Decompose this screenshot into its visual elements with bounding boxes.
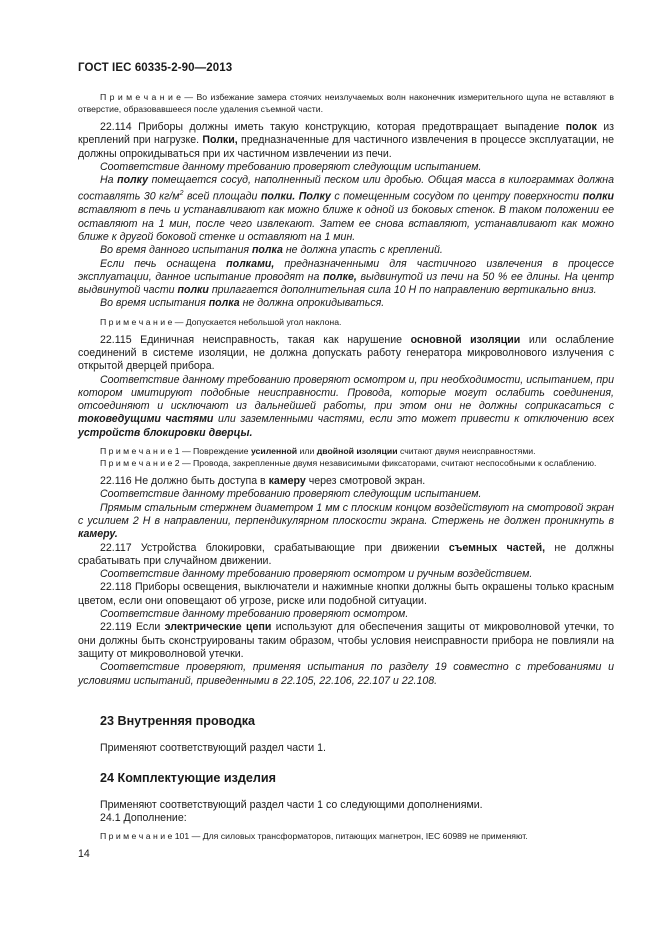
note-101-transformers: П р и м е ч а н и е 101 — Для силовых трансформаторов, питающих магнетрон, IEC 60989 не применяют. xyxy=(100,830,528,841)
section-23-text: Применяют соответствующий раздел части 1. xyxy=(100,741,326,754)
note-stationary-waves: П р и м е ч а н и е — Во избежание замера стоячих неизлучаемых волн наконечник измерительного щупа не вставляют в отверстие, образовавшееся после удаления съемной части. xyxy=(78,92,614,114)
clause-22-115: 22.115 Единичная неисправность, такая как нарушение основной изоляции или ослабление соединений в системе изоляции, не должна допускать работу генератора микроволнового излучения с открытой дверцей прибора. xyxy=(78,333,614,373)
note-tilt: П р и м е ч а н и е — Допускается небольшой угол наклона. xyxy=(100,316,342,327)
section-23-title: 23 Внутренняя проводка xyxy=(100,713,256,728)
note-2-wires: П р и м е ч а н и е 2 — Провода, закрепленные двумя независимыми фиксаторами, считают неспособными к ослаблению. xyxy=(100,458,597,469)
note-1-insulation: П р и м е ч а н и е 1 — Повреждение усиленной или двойной изоляции считают двумя неисправностями. xyxy=(100,446,536,457)
note-label: П р и м е ч а н и е 1 xyxy=(100,446,180,457)
clause-22-119: 22.119 Если электрические цепи используют для обеспечения защиты от микроволновой утечки, то они должны быть сконструированы таким образом, чтобы условия неисправности прибора не повлияли на защиту от микроволновой утечки. xyxy=(78,621,614,660)
note-label: П р и м е ч а н и е 101 xyxy=(100,830,190,841)
document-page xyxy=(78,62,614,842)
clause-24-1: 24.1 Дополнение: xyxy=(100,812,187,825)
clause-22-117-check: Соответствие данному требованию проверяют осмотром и ручным воздействием. xyxy=(100,568,533,581)
clause-22-114-during: Во время данного испытания полка не должна упасть с креплений. xyxy=(100,244,443,257)
clause-22-116-test: Прямым стальным стержнем диаметром 1 мм с плоским концом воздействуют на смотровой экран с усилием 2 Н в направлении, перпендикулярном плоскости экрана. Стержень не должен проникнуть в камеру. xyxy=(78,501,614,541)
note-label: П р и м е ч а н и е 2 xyxy=(100,458,180,469)
document-header: ГОСТ IEC 60335-2-90—2013 xyxy=(78,62,233,74)
section-24-title: 24 Комплектующие изделия xyxy=(100,771,276,786)
clause-22-114-test: На полку помещается сосуд, наполненный песком или дробью. Общая масса в килограммах должна составлять 30 $кг/м^2$ всей площади полки. Полку с помещенным сосудом по центру поверхности полки вставляют в печь и устанавливают как можно ближе к одной из боковых стенок. В таком положении ее оставляют на 1 мин, после чего извлекают. Затем ее снова вставляют, устанавливают как можно ближе к другой боковой стенке и оставляют на 1 мин. xyxy=(78,174,614,243)
clause-22-114-tip: Во время испытания полка не должна опрокидываться. xyxy=(100,297,385,310)
clause-22-119-check: Соответствие проверяют, применяя испытания по разделу 19 совместно с требованиями и условиями испытаний, приведенными в 22.105, 22.106, 22.107 и 22.108. xyxy=(78,661,614,687)
clause-22-115-check: Соответствие данному требованию проверяют осмотром и, при необходимости, испытанием, при котором имитируют подобные неисправности. Провода, которые могут ослабить соединения, отсоединяют и исключают из дальнейшей работы, при этом они не должны соприкасаться с токоведущими частями или заземленными частями, если это может привести к отключению всех устройств блокировки дверцы. xyxy=(78,373,614,439)
section-24-text: Применяют соответствующий раздел части 1 со следующими дополнениями. xyxy=(100,799,483,812)
clause-22-114-oven: Если печь оснащена полками, предназначенными для частичного извлечения в процессе эксплуатации, данное испытание проводят на полке, выдвинутой из печи на 50 % ее длины. На центр выдвинутой части полки прилагается дополнительная сила 10 Н по направлению вертикально вниз. xyxy=(78,257,615,297)
clause-22-116: 22.116 Не должно быть доступа в камеру через смотровой экран. xyxy=(100,475,426,488)
clause-22-116-check: Соответствие данному требованию проверяют следующим испытанием. xyxy=(100,488,482,501)
clause-22-114-check: Соответствие данному требованию проверяют следующим испытанием. xyxy=(100,160,482,173)
clause-22-114: 22.114 Приборы должны иметь такую конструкцию, которая предотвращает выпадение полок из креплений при нагрузке. Полки, предназначенные для частичного извлечения в процессе эксплуатации, не должны опрокидываться при их частичном извлечении из печи. xyxy=(78,121,615,160)
clause-22-118: 22.118 Приборы освещения, выключатели и нажимные кнопки должны быть окрашены только красным цветом, если они оповещают об угрозе, риске или подобной ситуации. xyxy=(78,581,614,607)
note-label: П р и м е ч а н и е xyxy=(100,316,173,327)
clause-22-117: 22.117 Устройства блокировки, срабатывающие при движении съемных частей, не должны срабатывать при случайном движении. xyxy=(78,541,614,567)
clause-22-118-check: Соответствие данному требованию проверяют осмотром. xyxy=(100,608,409,621)
page-number: 14 xyxy=(78,848,90,860)
note-label: П р и м е ч а н и е xyxy=(100,92,182,102)
